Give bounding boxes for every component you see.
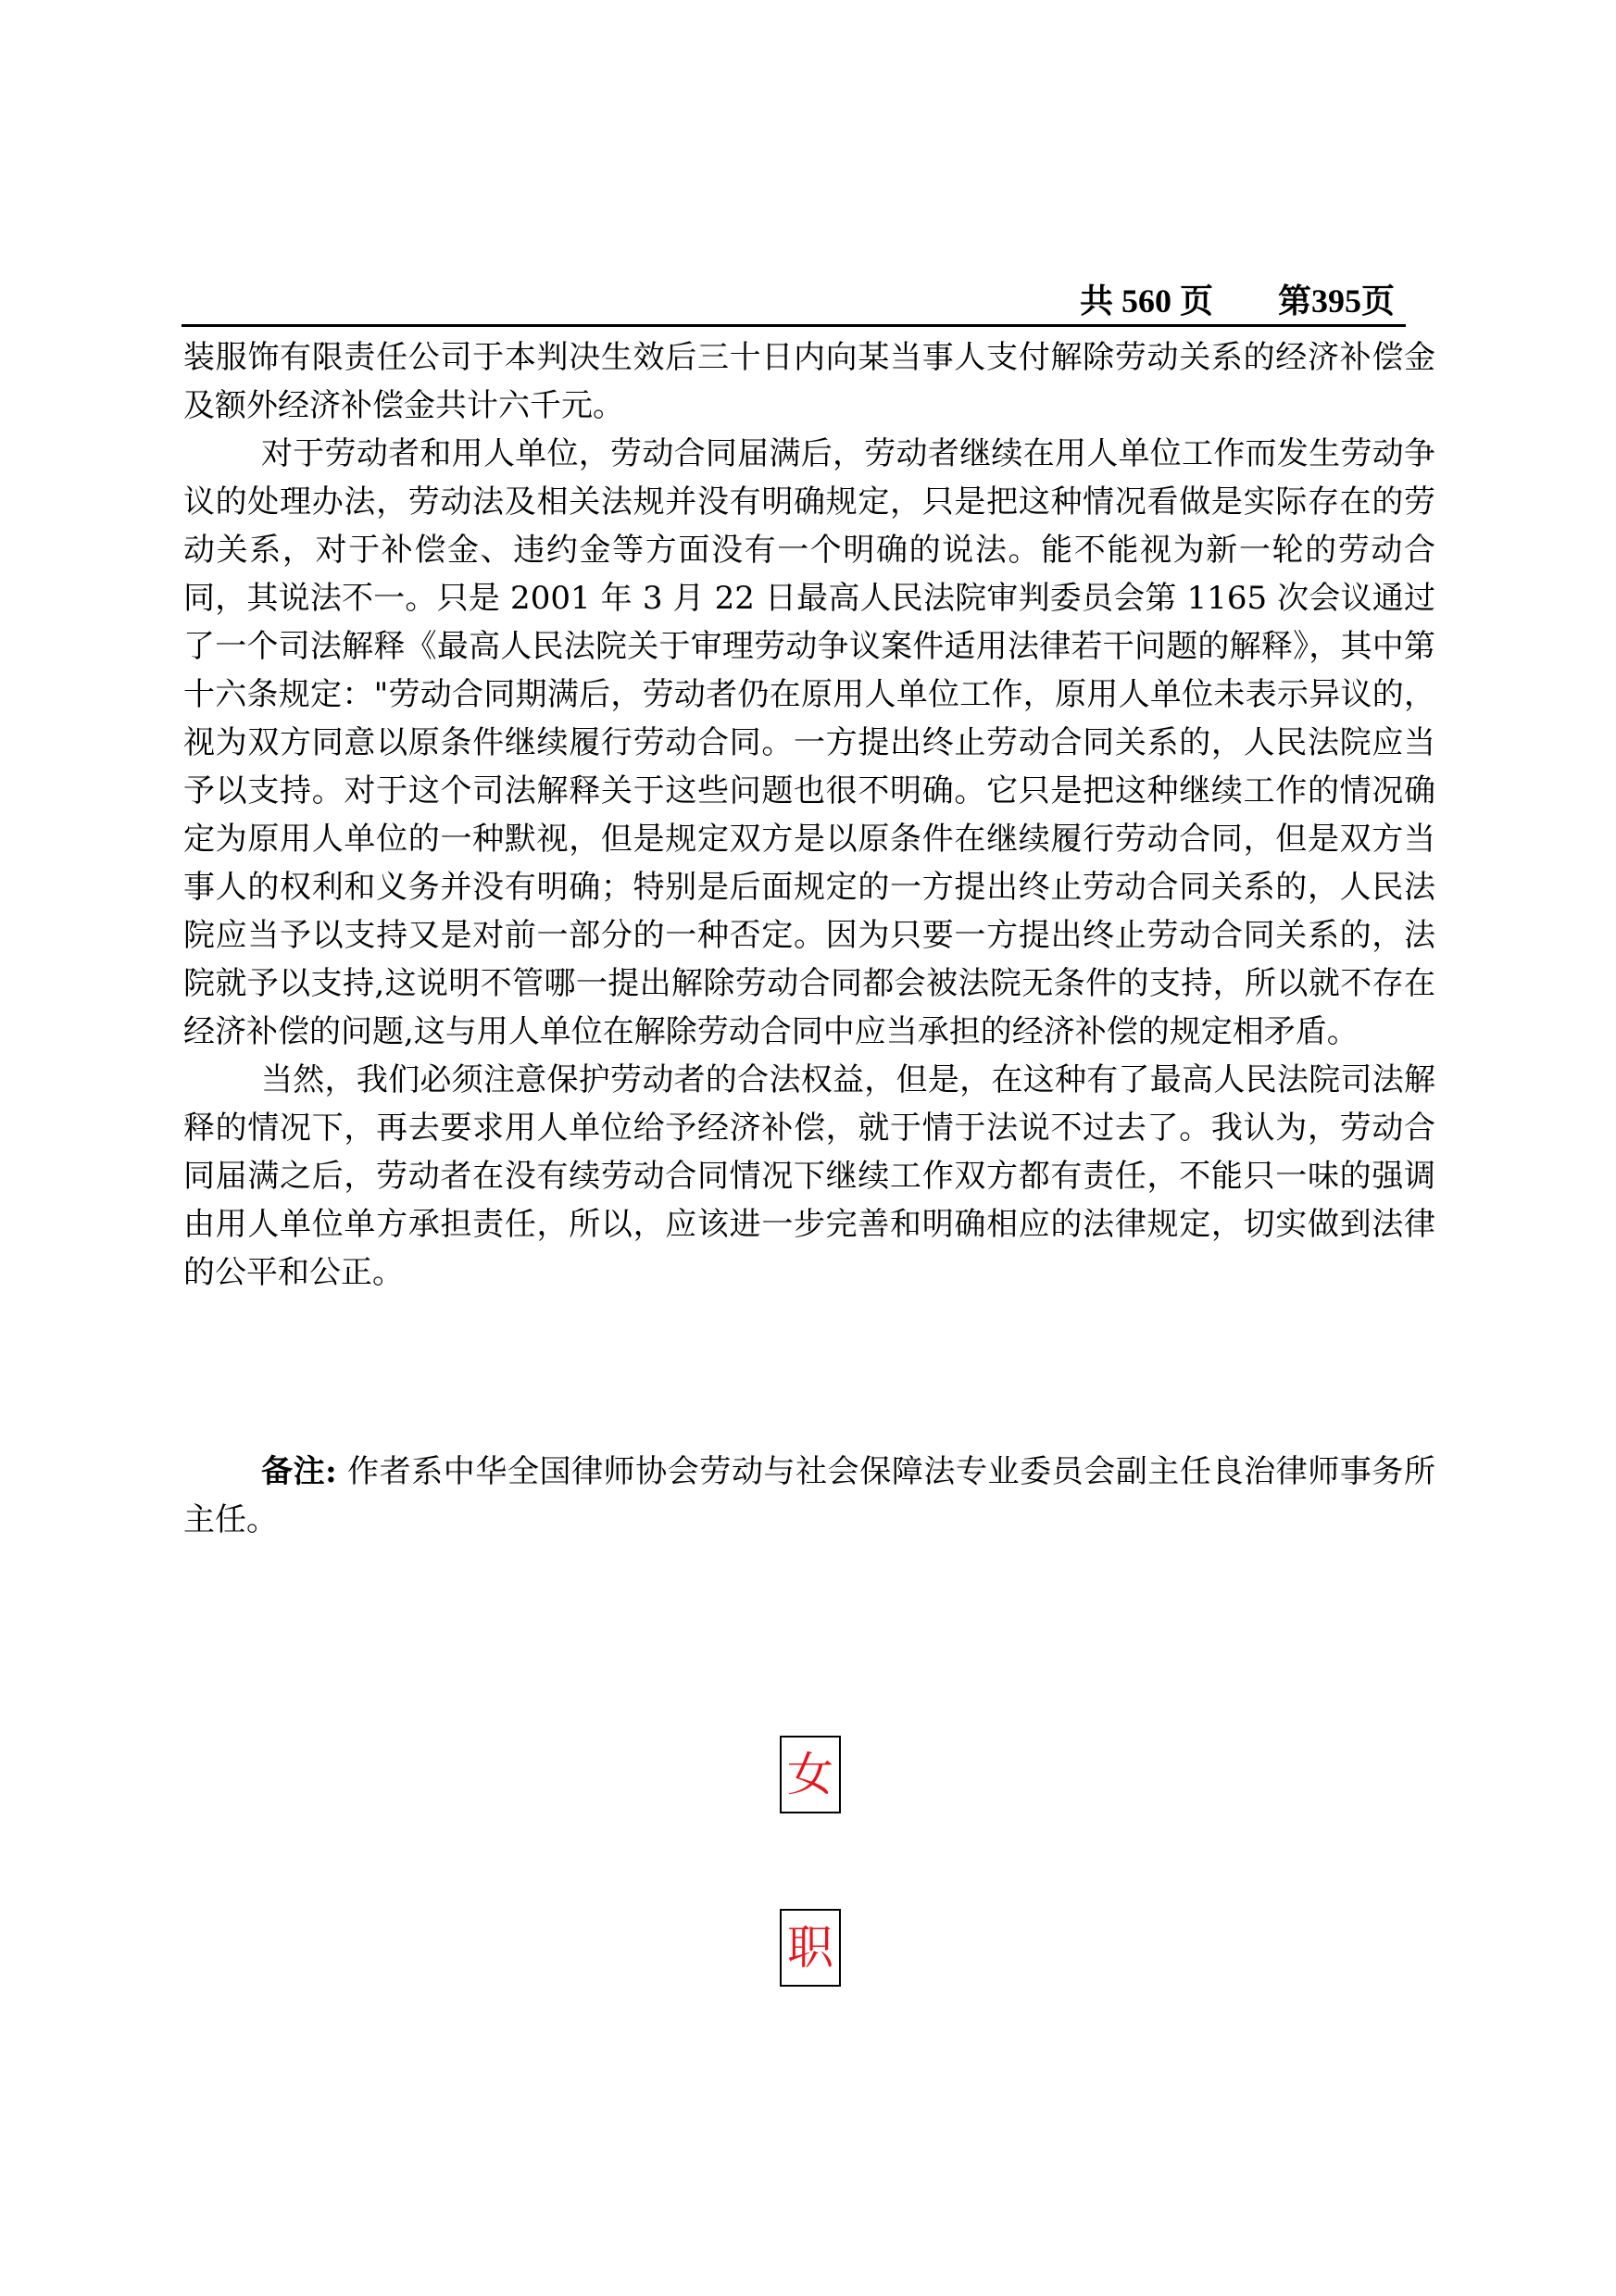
total-pages: 共 560 页 [1079,282,1213,320]
seal-box-1: 女 [780,1736,841,1813]
page-header [182,280,1406,327]
note-label: 备注: [261,1453,337,1490]
page-count [1080,280,1395,322]
note-text: 作者系中华全国律师协会劳动与社会保障法专业委员会副主任良治律师事务所主任。 [183,1453,1435,1538]
paragraph-analysis: 对于劳动者和用人单位，劳动合同届满后，劳动者继续在用人单位工作而发生劳动争议的处理办法，劳动法及相关法规并没有明确规定，只是把这种情况看做是实际存在的劳动关系，对于补偿金、违约金等方面没有一个明确的说法。能不能视为新一轮的劳动合同，其说法不一。只是 2001 年 3 月 22 日最高人民法院审判委员会第 1165 次会议通过了一个司法解释《最高人民法院关于审理劳动争议案件适用法律若干问题的解释》，其中第十六条规定："劳动合同期满后，劳动者仍在原用人单位工作，原用人单位未表示异议的，视为双方同意以原条件继续履行劳动合同。一方提出终止劳动合同关系的，人民法院应当予以支持。对于这个司法解释关于这些问题也很不明确。它只是把这种继续工作的情况确定为原用人单位的一种默视，但是规定双方是以原条件在继续履行劳动合同，但是双方当事人的权利和义务并没有明确；特别是后面规定的一方提出终止劳动合同关系的，人民法院应当予以支持又是对前一部分的一种否定。因为只要一方提出终止劳动合同关系的，法院就予以支持,这说明不管哪一提出解除劳动合同都会被法院无条件的支持，所以就不存在经济补偿的问题,这与用人单位在解除劳动合同中应当承担的经济补偿的规定相矛盾。 [183,435,1435,1050]
author-note [183,1448,1435,1544]
paragraph-continuation: 装服饰有限责任公司于本判决生效后三十日内向某当事人支付解除劳动关系的经济补偿金及额外经济补偿金共计六千元。 [183,339,1435,424]
current-page: 第395页 [1277,282,1395,320]
body-text [183,333,1435,1297]
paragraph-conclusion: 当然，我们必须注意保护劳动者的合法权益，但是，在这种有了最高人民法院司法解释的情况下，再去要求用人单位给予经济补偿，就于情于法说不过去了。我认为，劳动合同届满之后，劳动者在没有续劳动合同情况下继续工作双方都有责任，不能只一味的强调由用人单位单方承担责任，所以，应该进一步完善和明确相应的法律规定，切实做到法律的公平和公正。 [183,1061,1435,1291]
seal-box-2: 职 [780,1909,841,1987]
